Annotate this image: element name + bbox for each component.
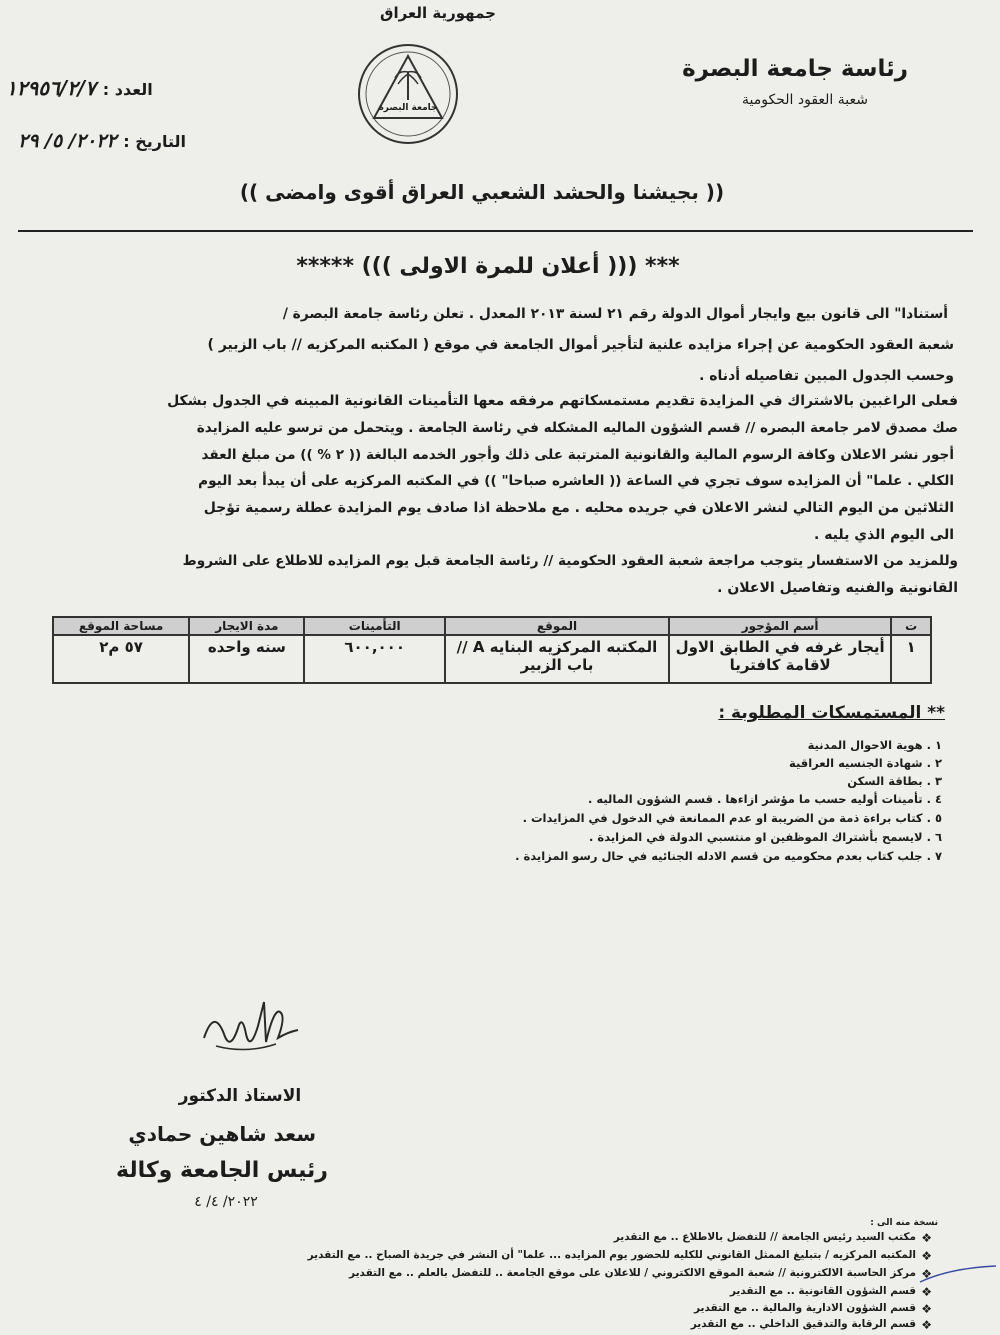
table-header-row [53,617,931,635]
contracts-division: شعبة العقود الحكومية [742,92,868,108]
body-line-6: أجور نشر الاعلان وكافة الرسوم المالية والقانونية المترتبة على ذلك وأجور الخدمه البالغة (( ٢ % )) من مبلغ العقد [201,447,954,463]
copy-recipient: مكتب السيد رئيس الجامعة // للتفضل بالاطلاع .. مع التقدير [613,1231,916,1243]
date-label: التاريخ : [123,132,186,151]
body-line-10: وللمزيد من الاستفسار يتوجب مراجعة شعبة العقود الحكومية // رئاسة الجامعة قبل يوم المزايده للاطلاع على الشروط [182,553,958,569]
slogan: (( بجيشنا والحشد الشعبي العراق أقوى وامضى )) [239,180,725,204]
header-seq: ت [891,617,931,635]
auction-table [52,616,932,684]
bullet-icon: ❖ [921,1285,932,1299]
header-location: الموقع [445,617,669,635]
bullet-icon: ❖ [921,1318,932,1332]
signature-date: ٢٠٢٢/ ٤/ ٤ [194,1194,258,1210]
university-presidency: رئاسة جامعة البصرة [682,56,908,82]
header-leased-item: أسم المؤجور [669,617,891,635]
body-line-3: وحسب الجدول المبين تفاصيله أدناه . [699,368,954,384]
copy-recipient: المكتبه المركزيه / بتبليغ الممثل القانوني للكليه للحضور يوم المزايده ... علما" أن النشر في جريدة الصباح .. مع التقدير [307,1249,916,1261]
bullet-icon: ❖ [921,1231,932,1245]
university-seal [356,42,460,146]
copy-recipient: قسم الشؤون الادارية والمالية .. مع التقدير [693,1302,916,1314]
signatory-position: رئيس الجامعة وكالة [116,1158,328,1183]
body-line-5: صك مصدق لامر جامعة البصره // قسم الشؤون الماليه المشكله في رئاسة الجامعة . ويتحمل من ترسو عليه المزايدة [196,420,958,436]
pen-mark-icon [918,1262,998,1292]
body-line-4: فعلى الراغبين بالاشتراك في المزايدة تقديم مستمسكاتهم مرفقه معها التأمينات القانونية المبينه في الجدول بشكل [167,393,958,409]
cell-lease-duration: سنه واحده [189,635,304,683]
handwritten-signature-icon [196,994,306,1064]
requirement-item: ٧ . جلب كتاب بعدم محكوميه من قسم الادله الجنائيه في حال رسو المزايدة . [515,849,942,863]
cell-area: ٥٧ م٢ [53,635,189,683]
document-date [18,130,186,152]
seal-text: جامعة البصرة [378,103,438,113]
requirement-item: ١ . هوية الاحوال المدنية [807,738,942,752]
header-divider [18,230,973,232]
body-line-7: الكلي . علما" أن المزايده سوف تجري في الساعة (( العاشره صباحا" )) في المكتبه المركزيه على أن يبدأ بعد اليوم [198,473,954,489]
signatory-title: الاستاذ الدكتور [178,1086,302,1106]
copy-recipient: قسم الرقابة والتدقيق الداخلي .. مع التقدير [690,1318,916,1330]
notice-title: *** ((( أعلان للمرة الاولى ))) ***** [296,254,680,279]
bullet-icon: ❖ [921,1267,932,1281]
header-area: مساحة الموقع [53,617,189,635]
signatory-name: سعد شاهين حمادي [128,1122,316,1146]
header-lease-duration: مدة الايجار [189,617,304,635]
copy-recipient: قسم الشؤون القانونية .. مع التقدير [729,1285,916,1297]
bullet-icon: ❖ [921,1249,932,1263]
requirement-item: ٣ . بطاقة السكن [847,774,942,788]
requirement-item: ٥ . كتاب براءة ذمة من الضريبة او عدم الممانعة في الدخول في المزايدات . [522,811,942,825]
header-deposit: التأمينات [304,617,444,635]
copy-recipient: مركز الحاسبة الالكترونية // شعبة الموقع الالكتروني / للاعلان على موقع الجامعة .. للتفضل بالعلم .. مع التقدير [349,1267,916,1279]
bullet-icon: ❖ [921,1302,932,1316]
body-line-9: الى اليوم الذي يليه . [814,527,954,543]
seal-emblem-icon [356,42,460,146]
body-line-2: شعبة العقود الحكومية عن إجراء مزايده علنية لتأجير أموال الجامعة في موقع ( المكتبه المركزيه // باب الزبير ) [207,337,954,353]
number-value: ١٢٩٥٦/٢/٧ [6,76,96,100]
cell-leased-item: أيجار غرفه في الطابق الاول لاقامة كافتريا [669,635,891,683]
body-line-1: أستنادا" الى قانون بيع وايجار أموال الدولة رقم ٢١ لسنة ٢٠١٣ المعدل . تعلن رئاسة جامعة البصرة / [282,306,948,322]
table-row [53,635,931,683]
cell-seq: ١ [891,635,931,683]
requirements-title: ** المستمسكات المطلوبة : [718,703,945,723]
body-line-8: الثلاثين من اليوم التالي لنشر الاعلان في جريده محليه . مع ملاحظة اذا صادف يوم المزايدة عطلة رسمية تؤجل [203,500,954,516]
reference-number [6,76,153,100]
requirement-item: ٢ . شهادة الجنسيه العراقية [789,756,942,770]
requirement-item: ٦ . لايسمح بأشتراك الموظفين او منتسبي الدولة في المزايدة . [589,830,942,844]
country-name: جمهورية العراق [380,4,496,22]
requirement-item: ٤ . تأمينات أوليه حسب ما مؤشر ازاءها . قسم الشؤون الماليه . [587,792,942,806]
date-value: ٢٠٢٢/ ٥/ ٢٩ [18,130,117,152]
cell-deposit: ٦٠٠,٠٠٠ [304,635,444,683]
cell-location: المكتبه المركزيه البنايه A // باب الزبير [445,635,669,683]
number-label: العدد : [102,80,153,99]
copies-heading: نسخة منه الى : [870,1218,938,1228]
body-line-11: القانونية والفنيه وتفاصيل الاعلان . [717,580,958,596]
